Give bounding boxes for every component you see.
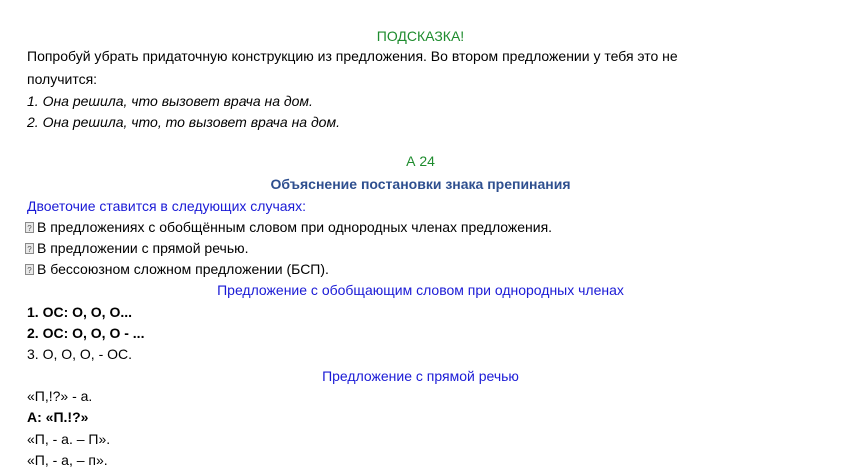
- missing-image-icon: ?: [25, 243, 34, 254]
- direct-speech-scheme-4: «П, - а, – п».: [27, 452, 108, 468]
- missing-image-icon: ?: [25, 222, 34, 233]
- direct-speech-scheme-1: «П,!?» - а.: [27, 388, 93, 404]
- generalizing-scheme-3: 3. О, О, О, - ОС.: [27, 346, 133, 362]
- direct-speech-scheme-3: «П, - а. – П».: [27, 431, 111, 447]
- hint-example-1: 1. Она решила, что вызовет врача на дом.: [27, 93, 313, 109]
- colon-rule-text: В бессоюзном сложном предложении (БСП).: [37, 261, 329, 277]
- section-title: Объяснение постановки знака препинания: [270, 176, 571, 192]
- generalizing-scheme-1: 1. ОС: О, О, О...: [27, 304, 133, 320]
- colon-rules-heading: Двоеточие ставится в следующих случаях:: [27, 198, 307, 214]
- missing-image-icon: ?: [25, 264, 34, 275]
- generalizing-scheme-2: 2. ОС: О, О, О - ...: [27, 325, 145, 341]
- section-number: А 24: [406, 153, 435, 169]
- colon-rule-item: [25, 217, 552, 237]
- hint-text-line-1: Попробуй убрать придаточную конструкцию из предложения. Во втором предложении у тебя это не: [27, 48, 678, 64]
- direct-speech-scheme-2: А: «П.!?»: [27, 409, 89, 425]
- direct-speech-heading: Предложение с прямой речью: [322, 368, 519, 384]
- colon-rule-item: [25, 259, 329, 279]
- hint-title: ПОДСКАЗКА!: [376, 28, 465, 44]
- hint-example-2: 2. Она решила, что, то вызовет врача на дом.: [27, 114, 340, 130]
- generalizing-word-heading: Предложение с обобщающим словом при однородных членах: [217, 282, 624, 298]
- colon-rule-text: В предложениях с обобщённым словом при однородных членах предложения.: [37, 219, 553, 235]
- hint-text-line-2: получится:: [27, 71, 98, 87]
- colon-rule-text: В предложении с прямой речью.: [37, 240, 249, 256]
- colon-rule-item: [25, 238, 249, 258]
